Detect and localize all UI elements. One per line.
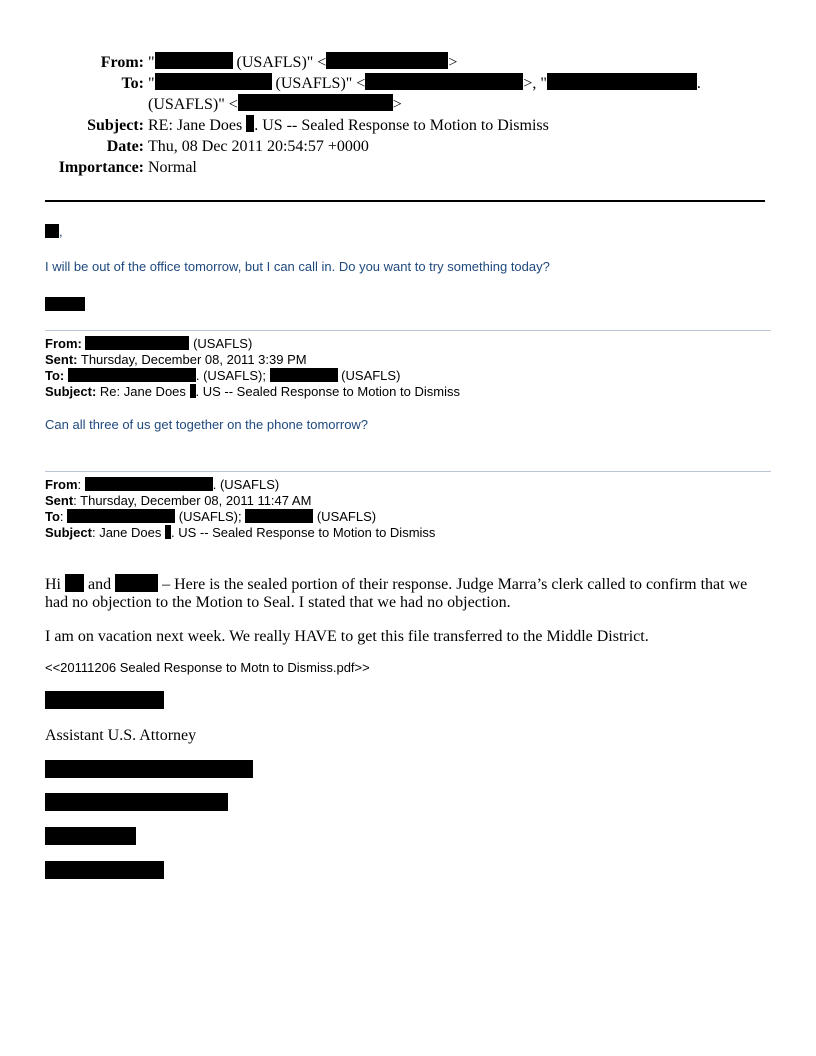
body-paragraph-1-line-2: had no objection to the Motion to Seal. I stated that we had no objection. <box>45 594 511 611</box>
fwd2-to: To: (USAFLS); (USAFLS) <box>45 509 377 524</box>
reply-signature <box>45 296 85 314</box>
redaction-box <box>45 691 164 709</box>
redaction-box <box>45 224 59 238</box>
redaction-box <box>45 827 136 845</box>
redaction-box <box>238 94 393 111</box>
fwd2-sent: Sent: Thursday, December 08, 2011 11:47 AM <box>45 493 312 508</box>
header-to-value: " (USAFLS)" < >, " . <box>148 75 701 92</box>
header-subject-label: Subject: <box>87 117 144 134</box>
header-from-row <box>0 52 816 73</box>
header-from-label: From: <box>100 54 144 71</box>
redaction-box <box>68 368 196 382</box>
email-header <box>0 52 816 178</box>
redaction-box <box>155 73 272 90</box>
header-to-label: To: <box>121 75 144 92</box>
reply-text: I will be out of the office tomorrow, but I can call in. Do you want to try something today? <box>45 259 550 274</box>
fwd1-to: To: . (USAFLS); (USAFLS) <box>45 368 401 383</box>
redaction-box <box>85 477 213 491</box>
header-to-row <box>0 73 816 94</box>
body-paragraph-1: Hi and – Here is the sealed portion of their response. Judge Marra’s clerk called to confirm that we <box>45 576 748 593</box>
redaction-box <box>85 336 189 350</box>
fwd2-subject: Subject: Jane Does . US -- Sealed Response to Motion to Dismiss <box>45 525 436 540</box>
header-divider <box>45 200 765 202</box>
header-date-label: Date: <box>106 138 144 155</box>
signature-title: Assistant U.S. Attorney <box>45 727 197 744</box>
fwd1-sent: Sent: Thursday, December 08, 2011 3:39 PM <box>45 352 307 367</box>
header-date-value: Thu, 08 Dec 2011 20:54:57 +0000 <box>148 138 369 155</box>
header-importance-value: Normal <box>148 159 197 176</box>
header-from-value: " (USAFLS)" < > <box>148 54 458 71</box>
redaction-box <box>45 793 228 811</box>
redaction-box <box>115 574 158 592</box>
redaction-box <box>65 574 84 592</box>
header-subject-row <box>0 115 816 136</box>
header-importance-label: Importance: <box>58 159 144 176</box>
message-divider <box>45 471 771 472</box>
redaction-box <box>45 760 253 778</box>
redaction-box <box>365 73 523 90</box>
redaction-box <box>45 861 164 879</box>
header-to-continued: (USAFLS)" < > <box>148 96 402 113</box>
redaction-box <box>67 509 175 523</box>
header-subject-value: RE: Jane Does . US -- Sealed Response to Motion to Dismiss <box>148 117 549 134</box>
attachment-link[interactable]: <<20111206 Sealed Response to Motn to Dismiss.pdf>> <box>45 660 370 675</box>
redaction-box <box>45 297 85 311</box>
reply-greeting: , <box>45 224 63 239</box>
redaction-box <box>547 73 697 90</box>
fwd1-text: Can all three of us get together on the phone tomorrow? <box>45 417 369 432</box>
redaction-box <box>326 52 448 69</box>
fwd1-subject: Subject: Re: Jane Does . US -- Sealed Response to Motion to Dismiss <box>45 384 460 399</box>
redaction-box <box>155 52 233 69</box>
header-to-continued-row <box>0 94 816 115</box>
header-importance-row <box>0 157 816 178</box>
redaction-box <box>246 115 254 132</box>
body-paragraph-2: I am on vacation next week. We really HAVE to get this file transferred to the Middle District. <box>45 628 649 645</box>
fwd1-from: From: (USAFLS) <box>45 336 253 351</box>
header-date-row <box>0 136 816 157</box>
fwd2-from: From: . (USAFLS) <box>45 477 280 492</box>
redaction-box <box>245 509 313 523</box>
message-divider <box>45 330 771 331</box>
redaction-box <box>270 368 338 382</box>
